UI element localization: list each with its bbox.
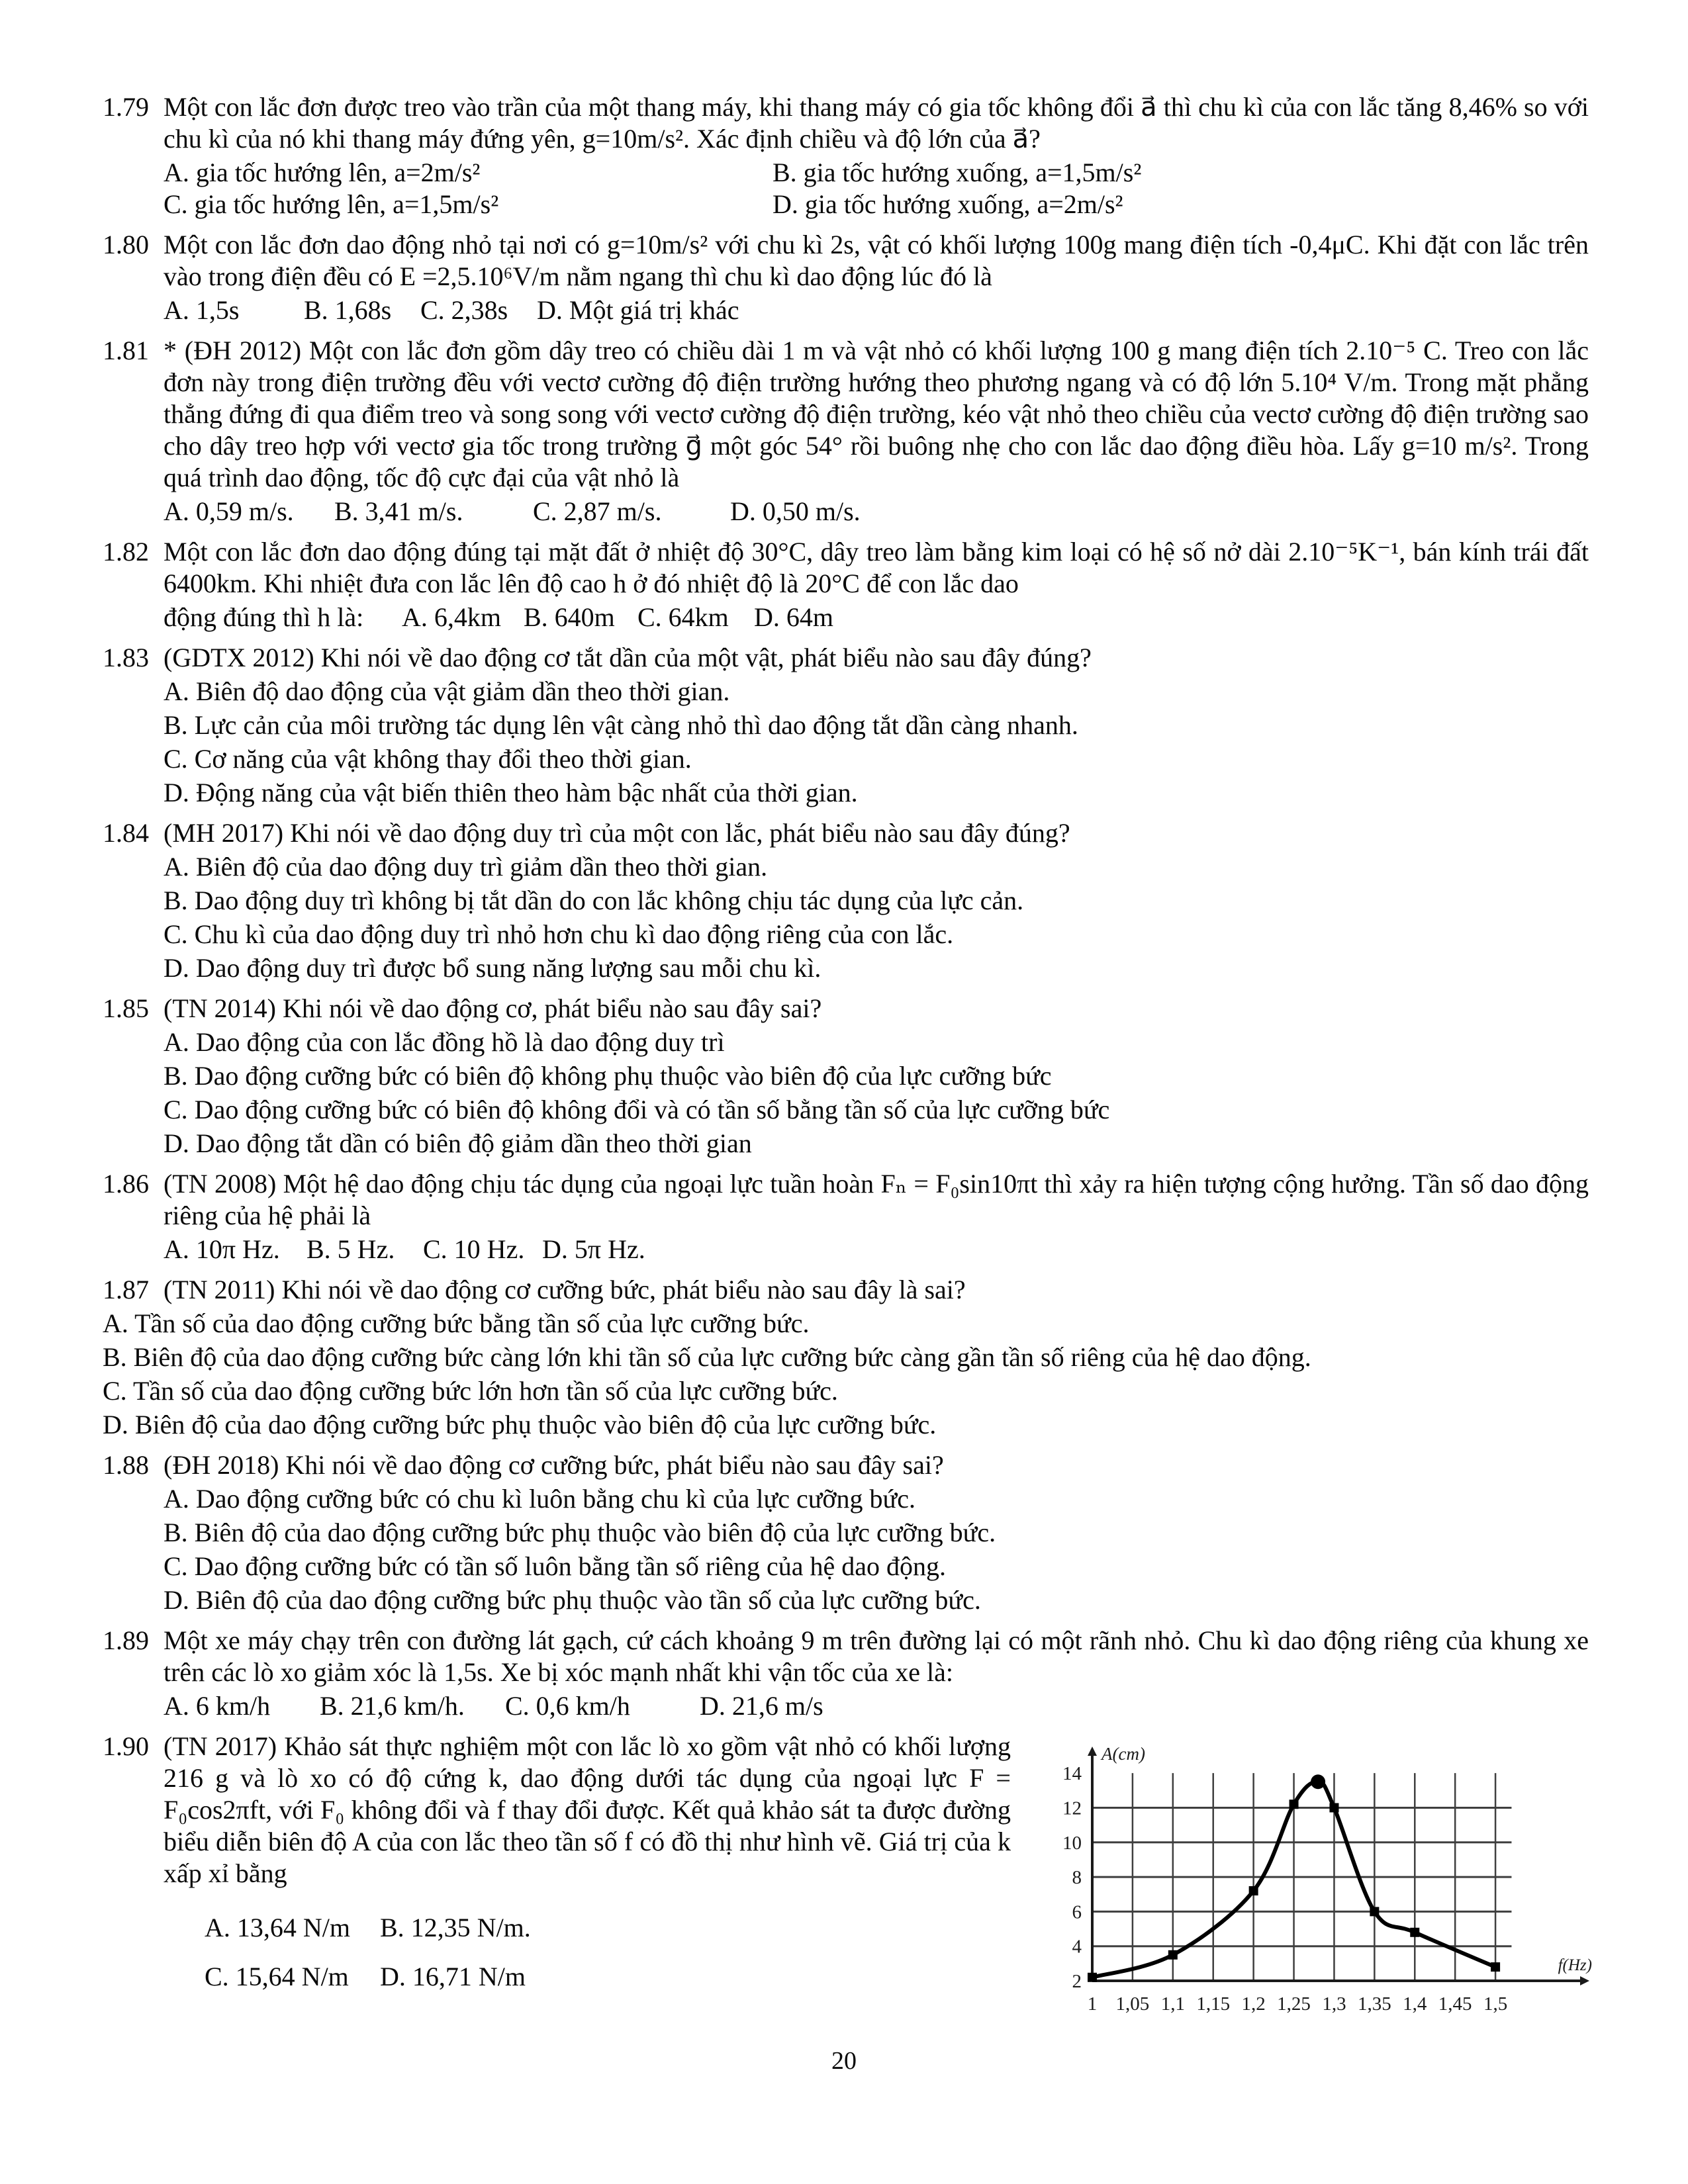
options-row	[164, 496, 1589, 527]
svg-text:10: 10	[1062, 1832, 1082, 1854]
question-1-85	[103, 993, 1589, 1160]
option-c: C. 64km	[637, 602, 729, 632]
option-a: A. Dao động cưỡng bức có chu kì luôn bằng chu kì của lực cưỡng bức.	[164, 1484, 915, 1514]
option-b: B. 1,68s	[304, 295, 392, 325]
question-number: 1.86	[103, 1169, 149, 1199]
question-1-82	[103, 536, 1589, 633]
option-c: C. 2,87 m/s.	[533, 496, 662, 526]
option-d: D. Biên độ của dao động cưỡng bức phụ thuộc vào biên độ của lực cưỡng bức.	[103, 1410, 937, 1439]
svg-text:1,2: 1,2	[1241, 1993, 1266, 2015]
options-row	[164, 1690, 1589, 1722]
option-b: B. gia tốc hướng xuống, a=1,5m/s²	[773, 158, 1142, 187]
options-list	[164, 851, 1589, 984]
options-list	[103, 1308, 1589, 1441]
options-row	[164, 602, 1589, 633]
svg-text:14: 14	[1062, 1763, 1082, 1785]
question-1-86	[103, 1168, 1589, 1265]
options-grid	[164, 1912, 1011, 1993]
option-b: B. Lực cản của môi trường tác dụng lên vật càng nhỏ thì dao động tắt dần càng nhanh.	[164, 710, 1078, 740]
option-a: A. Biên độ của dao động duy trì giảm dần theo thời gian.	[164, 852, 768, 882]
question-1-83	[103, 642, 1589, 809]
option-a: A. 6 km/h	[164, 1691, 271, 1721]
question-body: (TN 2011) Khi nói về dao động cơ cưỡng bức, phát biểu nào sau đây là sai?	[164, 1275, 966, 1304]
question-body: Một con lắc đơn được treo vào trần của một thang máy, khi thang máy có gia tốc không đổi a⃗ thì chu kì của con lắc tăng 8,46% so với chu kì của nó khi thang máy đứng yên, g=10m/s². Xác định chiều và độ lớn của a⃗?	[164, 92, 1589, 154]
question-body: (GDTX 2012) Khi nói về dao động cơ tắt dần của một vật, phát biểu nào sau đây đúng?	[164, 643, 1092, 672]
option-b: B. 3,41 m/s.	[334, 496, 463, 526]
options-row	[164, 157, 1589, 220]
amplitude-frequency-plot	[1029, 1733, 1599, 2025]
option-a: A. 1,5s	[164, 295, 240, 325]
svg-text:1,3: 1,3	[1322, 1993, 1346, 2015]
svg-text:8: 8	[1072, 1867, 1082, 1889]
option-a: A. Biên độ dao động của vật giảm dần theo thời gian.	[164, 676, 730, 706]
question-number: 1.84	[103, 818, 149, 848]
option-d: D. 16,71 N/m	[380, 1962, 526, 1991]
question-1-81	[103, 335, 1589, 527]
question-number: 1.90	[103, 1731, 149, 1761]
options-row	[164, 1234, 1589, 1265]
option-d: D. gia tốc hướng xuống, a=2m/s²	[773, 189, 1123, 219]
option-c: C. 0,6 km/h	[505, 1691, 630, 1721]
svg-text:2: 2	[1072, 1971, 1082, 1992]
option-d: D. Dao động duy trì được bổ sung năng lượng sau mỗi chu kì.	[164, 953, 821, 983]
question-1-89	[103, 1625, 1589, 1722]
options-row	[164, 295, 1589, 326]
option-c: C. Tần số của dao động cưỡng bức lớn hơn tần số của lực cưỡng bức.	[103, 1376, 838, 1406]
question-number: 1.79	[103, 92, 149, 122]
option-b: B. Dao động cưỡng bức có biên độ không phụ thuộc vào biên độ của lực cưỡng bức	[164, 1061, 1052, 1091]
option-b: B. Biên độ của dao động cưỡng bức càng lớn khi tần số của lực cưỡng bức càng gần tần số riêng của hệ dao động.	[103, 1342, 1311, 1372]
option-b: B. 12,35 N/m.	[380, 1913, 531, 1942]
option-b: B. 5 Hz.	[306, 1234, 395, 1264]
option-c: C. 15,64 N/m	[205, 1962, 349, 1991]
question-body: Một con lắc đơn dao động nhỏ tại nơi có g=10m/s² với chu kì 2s, vật có khối lượng 100g mang điện tích -0,4μC. Khi đặt con lắc trên vào trong điện đều có E =2,5.10⁶V/m nằm ngang thì chu kì dao động lúc đó là	[164, 230, 1589, 291]
svg-text:1,15: 1,15	[1196, 1993, 1231, 2015]
options-list	[164, 1026, 1589, 1160]
option-c: C. Chu kì của dao động duy trì nhỏ hơn chu kì dao động riêng của con lắc.	[164, 919, 954, 949]
chart-axes	[1088, 1747, 1589, 1985]
svg-text:1,45: 1,45	[1438, 1993, 1472, 2015]
resonance-chart	[1011, 1731, 1599, 2032]
option-b: B. 21,6 km/h.	[320, 1691, 465, 1721]
option-d: D. 5π Hz.	[542, 1234, 645, 1264]
chart-tick-labels	[1062, 1763, 1507, 2015]
option-c: C. 2,38s	[420, 295, 508, 325]
options-list	[164, 676, 1589, 809]
svg-text:6: 6	[1072, 1901, 1082, 1923]
option-b: B. Dao động duy trì không bị tắt dần do con lắc không chịu tác dụng của lực cản.	[164, 886, 1024, 915]
svg-text:1,1: 1,1	[1160, 1993, 1185, 2015]
x-axis-label: f(Hz)	[1558, 1956, 1592, 1974]
option-d: D. Động năng của vật biến thiên theo hàm bậc nhất của thời gian.	[164, 778, 858, 807]
question-number: 1.82	[103, 537, 149, 567]
question-1-90	[103, 1731, 1592, 2032]
question-number: 1.83	[103, 643, 149, 672]
option-a: A. 6,4km	[402, 602, 501, 632]
svg-text:1,25: 1,25	[1277, 1993, 1311, 2015]
option-b: B. Biên độ của dao động cưỡng bức phụ thuộc vào biên độ của lực cưỡng bức.	[164, 1518, 996, 1547]
question-body: Một xe máy chạy trên con đường lát gạch, cứ cách khoảng 9 m trên đường lại có một rãnh nhỏ. Chu kì dao động riêng của khung xe trên các lò xo giảm xóc là 1,5s. Xe bị xóc mạnh nhất khi vận tốc của xe là:	[164, 1625, 1589, 1687]
question-body: (TN 2008) Một hệ dao động chịu tác dụng của ngoại lực tuần hoàn Fₙ = F₀sin10πt thì xảy ra hiện tượng cộng hưởng. Tần số dao động riêng của hệ phải là	[164, 1169, 1589, 1230]
options-list	[164, 1483, 1589, 1616]
option-c: C. 10 Hz.	[423, 1234, 525, 1264]
question-body: (TN 2014) Khi nói về dao động cơ, phát biểu nào sau đây sai?	[164, 993, 822, 1023]
question-1-79	[103, 91, 1589, 220]
page-number: 20	[831, 2047, 857, 2075]
option-d: D. Dao động tắt dần có biên độ giảm dần theo thời gian	[164, 1128, 752, 1158]
option-d: D. Một giá trị khác	[537, 295, 739, 325]
svg-text:1,05: 1,05	[1115, 1993, 1150, 2015]
question-1-80	[103, 229, 1589, 326]
question-1-84	[103, 817, 1589, 984]
option-a: A. 0,59 m/s.	[164, 496, 294, 526]
question-1-87	[103, 1274, 1589, 1441]
svg-text:1,5: 1,5	[1483, 1993, 1508, 2015]
option-a: A. Tần số của dao động cưỡng bức bằng tần số của lực cưỡng bức.	[103, 1308, 810, 1338]
question-body: Một con lắc đơn dao động đúng tại mặt đất ở nhiệt độ 30°C, dây treo làm bằng kim loại có hệ số nở dài 2.10⁻⁵K⁻¹, bán kính trái đất 6400km. Khi nhiệt đưa con lắc lên độ cao h ở đó nhiệt độ là 20°C để con lắc dao	[164, 537, 1589, 598]
option-a: A. Dao động của con lắc đồng hồ là dao động duy trì	[164, 1027, 725, 1057]
option-b: B. 640m	[524, 602, 615, 632]
question-number: 1.81	[103, 336, 149, 365]
question-number: 1.80	[103, 230, 149, 259]
question-body: (MH 2017) Khi nói về dao động duy trì của một con lắc, phát biểu nào sau đây đúng?	[164, 818, 1070, 848]
question-body: (TN 2017) Khảo sát thực nghiệm một con lắc lò xo gồm vật nhỏ có khối lượng 216 g và lò xo có độ cứng k, dao động dưới tác dụng của ngoại lực F = F₀cos2πft, với F₀ không đổi và f thay đổi được. Kết quả khảo sát ta được đường biểu diễn biên độ A của con lắc theo tần số f có đồ thị như hình vẽ. Giá trị của k xấp xỉ bằng	[164, 1731, 1011, 1888]
option-c: C. Dao động cưỡng bức có biên độ không đổi và có tần số bằng tần số của lực cưỡng bức	[164, 1095, 1110, 1124]
chart-grid	[1092, 1773, 1511, 1981]
option-lead-text: động đúng thì h là:	[164, 602, 364, 632]
question-number: 1.88	[103, 1450, 149, 1480]
option-d: D. Biên độ của dao động cưỡng bức phụ thuộc vào tần số của lực cưỡng bức.	[164, 1585, 981, 1615]
option-c: C. gia tốc hướng lên, a=1,5m/s²	[164, 189, 499, 219]
question-list	[103, 91, 1592, 2040]
chart-axis-labels	[1100, 1744, 1592, 1974]
question-body: (ĐH 2018) Khi nói về dao động cơ cưỡng bức, phát biểu nào sau đây sai?	[164, 1450, 944, 1480]
svg-text:12: 12	[1062, 1797, 1082, 1819]
question-1-88	[103, 1449, 1589, 1616]
option-d: D. 21,6 m/s	[700, 1691, 823, 1721]
question-number: 1.87	[103, 1275, 149, 1304]
y-axis-label: A(cm)	[1102, 1744, 1145, 1764]
question-number: 1.85	[103, 993, 149, 1023]
svg-text:1,35: 1,35	[1357, 1993, 1391, 2015]
option-c: C. Dao động cưỡng bức có tần số luôn bằng tần số riêng của hệ dao động.	[164, 1551, 947, 1581]
question-number: 1.89	[103, 1625, 149, 1655]
option-c: C. Cơ năng của vật không thay đổi theo thời gian.	[164, 744, 692, 774]
option-d: D. 0,50 m/s.	[730, 496, 861, 526]
option-a: A. 10π Hz.	[164, 1234, 280, 1264]
svg-text:1: 1	[1087, 1993, 1098, 2015]
svg-text:4: 4	[1072, 1936, 1082, 1958]
option-d: D. 64m	[754, 602, 833, 632]
option-a: A. 13,64 N/m	[205, 1913, 350, 1942]
question-body: * (ĐH 2012) Một con lắc đơn gồm dây treo có chiều dài 1 m và vật nhỏ có khối lượng 100 g mang điện tích 2.10⁻⁵ C. Treo con lắc đơn này trong điện trường đều với vectơ cường độ điện trường hướng theo phương ngang và có độ lớn 5.10⁴ V/m. Trong mặt phẳng thẳng đứng đi qua điểm treo và song song với vectơ cường độ điện trường, kéo vật nhỏ theo chiều của vectơ cường độ điện trường sao cho dây treo hợp với vectơ gia tốc trong trường g⃗ một góc 54° rồi buông nhẹ cho con lắc dao động điều hòa. Lấy g=10 m/s². Trong quá trình dao động, tốc độ cực đại của vật nhỏ là	[164, 336, 1589, 492]
svg-text:1,4: 1,4	[1403, 1993, 1427, 2015]
option-a: A. gia tốc hướng lên, a=2m/s²	[164, 158, 481, 187]
